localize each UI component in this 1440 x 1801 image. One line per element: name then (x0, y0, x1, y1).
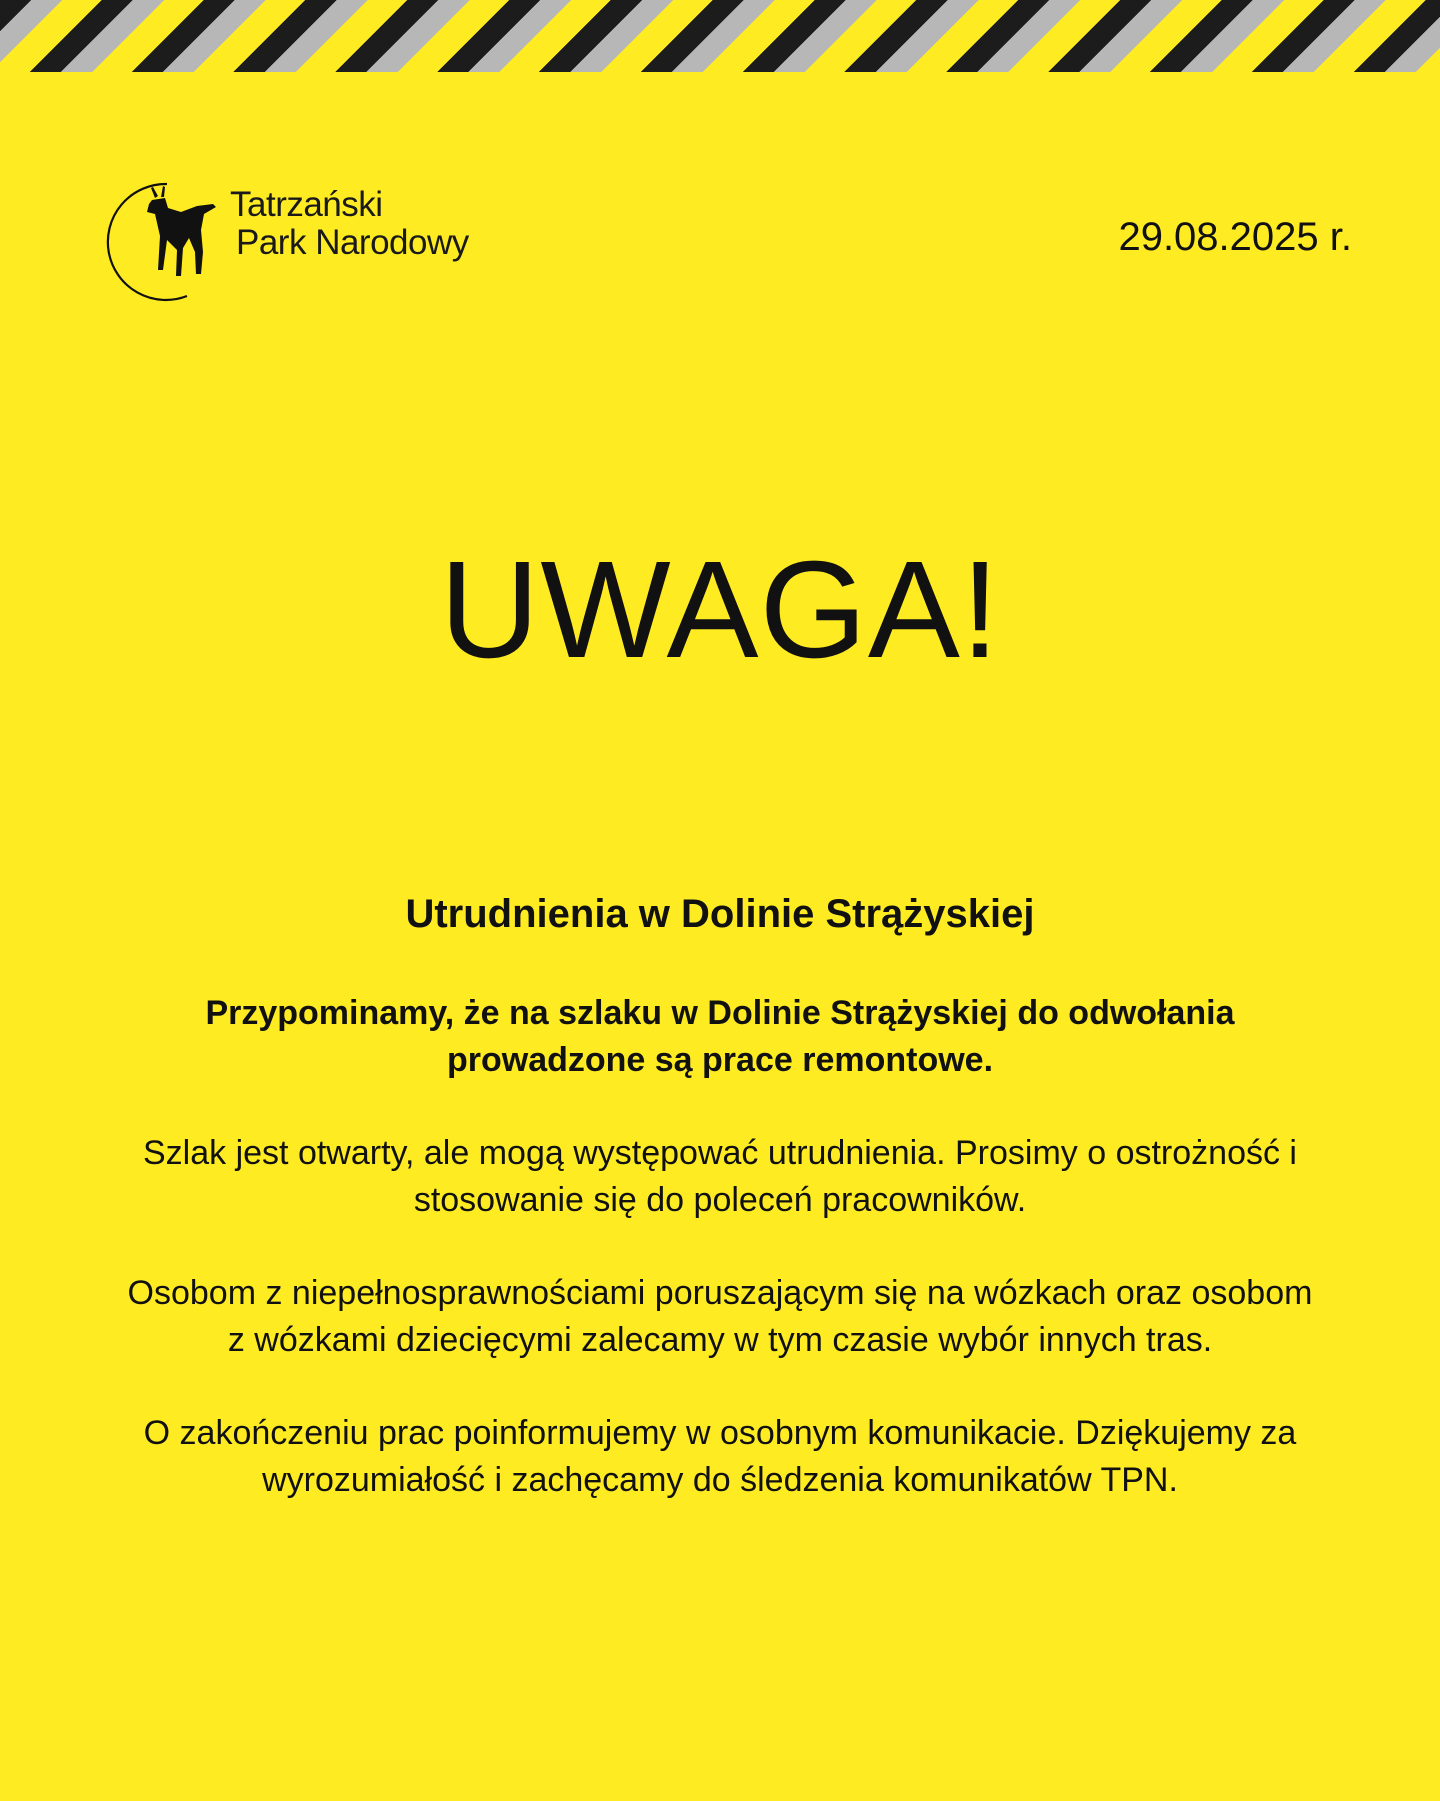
notice-date: 29.08.2025 r. (1118, 215, 1352, 259)
notice-paragraph-closing: O zakończeniu prac poinformujemy w osobnym komunikacie. Dziękujemy za wyrozumiałość i zachęcamy do śledzenia komunikatów TPN. (143, 1414, 1297, 1499)
park-name (230, 186, 469, 262)
notice-paragraph-caution: Szlak jest otwarty, ale mogą występować utrudnienia. Prosimy o ostrożność i stosowanie się do poleceń pracowników. (143, 1134, 1297, 1219)
notice-body (120, 890, 1320, 1550)
notice-paragraph-accessibility: Osobom z niepełnosprawnościami poruszającym się na wózkach oraz osobom z wózkami dziecięcymi zalecamy w tym czasie wybór innych tras. (127, 1274, 1313, 1359)
park-logo (95, 178, 515, 303)
park-name-line1: Tatrzański (230, 185, 383, 224)
notice-title: Utrudnienia w Dolinie Strążyskiej (405, 892, 1035, 936)
notice-paragraph-intro: Przypominamy, że na szlaku w Dolinie Strążyskiej do odwołania prowadzone są prace remontowe. (205, 994, 1235, 1079)
park-name-line2: Park Narodowy (236, 223, 469, 262)
hazard-stripe-banner (0, 0, 1440, 75)
page-title: UWAGA! (439, 533, 1001, 687)
chamois-logo-icon (95, 178, 220, 303)
